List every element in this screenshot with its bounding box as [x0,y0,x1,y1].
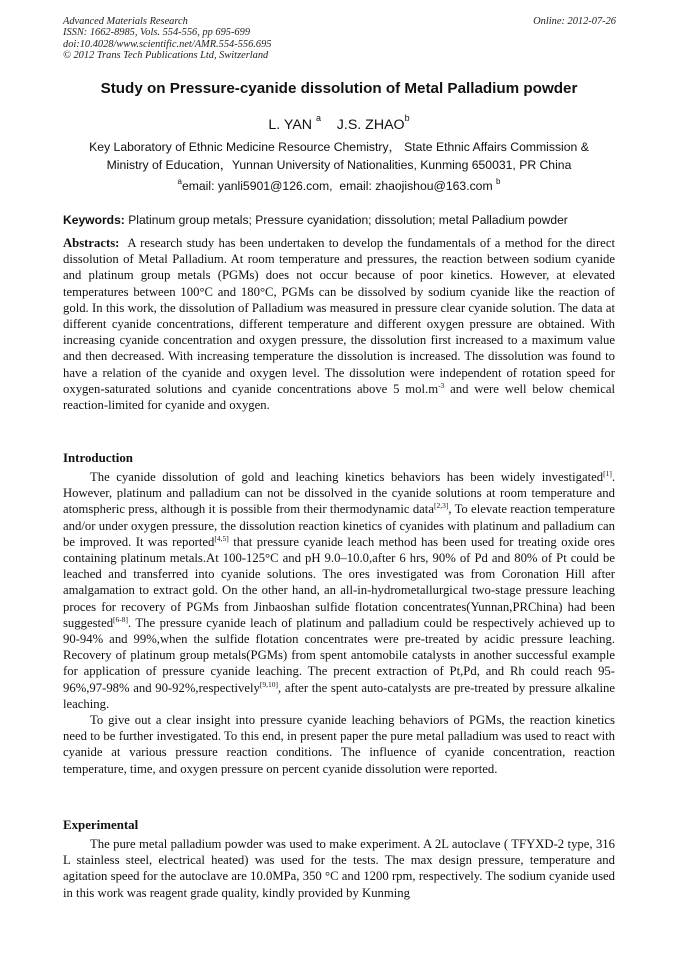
author-name: J.S. ZHAO [336,117,405,133]
journal-header [63,16,618,62]
online-date: Online: 2012-07-26 [533,16,616,27]
journal-name: Advanced Materials Research [63,16,188,27]
introduction-heading: Introduction [63,451,133,465]
abstract-text: and were well below chemical reaction-limited for cyanide and oxygen. [63,381,615,413]
keywords [63,212,618,228]
keywords-label: Keywords: [63,213,125,227]
email-line [63,177,615,193]
author-mark: a [315,113,321,123]
experimental-body [63,836,615,901]
introduction-text: that pressure cyanide leach method has been used for treating oxide ores containing platinum metals.At 100-125°C and pH 9.0–10.0,after 6 hrs, 90% of Pd and 80% of Pt could be leached and transferred into cyanide solutions. The ores investigated was from Coronation Hill after amalgamation to extract gold. On the other hand, an all-in-hydrometallurgical two-stage pressure leaching proces for recovery of PGMs from Jinbaoshan sulfide flotation concentrates(Yunnan,PRChina) had been suggested [63,534,615,630]
abstract-label: Abstracts: [63,236,120,250]
affiliation-line: Ministry of Education，Yunnan University of Nationalities, Kunming 650031, PR China [106,158,572,172]
introduction-body [63,469,615,777]
abstract-text: A research study has been undertaken to develop the fundamentals of a method for the direct dissolution of Metal Palladium. At room temperature and pressures, the reaction between sodium cyanide and platinum group metals (PGMs) does not occur because of poor kinetics. However, at elevated temperatures between 100°C and 180°C, PGMs can be dissolved by sodium cyanide like the reaction of gold. In this work, the dissolution of Palladium was measured in pressure clear cyanide solution. The data at different cyanide concentrations, different temperature and different oxygen pressure are obtained. With increasing cyanide concentration and oxygen pressure, the dissolution first increased to a maximum value and then decreased. With increasing temperature the dissolution is increased. The dissolution was found to have a relation of the cyanide and oxygen level. The dissolution were independent of rotation speed for oxygen-saturated solutions and cyanide concentrations above 5 mol.m [63,236,615,396]
introduction-paragraph: To give out a clear insight into pressure cyanide leaching behaviors of PGMs, the reaction kinetics need to be further investigated. To this end, in present paper the pure metal palladium was used to react with cyanide at various pressure reaction conditions. The influence of cyanide concentration, reaction temperature, time, and oxygen pressure on percent cyanide dissolution were reported. [63,713,615,776]
email-mark: a [177,177,182,186]
abstract [63,235,615,413]
abstract-sup: -3 [438,380,445,390]
introduction-paragraph [63,469,615,712]
introduction-text: , To elevate reaction temperature and/or under oxygen pressure, the dissolution reaction kinetics of cyanides with platinum and palladium can be improved. It was reported [63,502,615,549]
email-b: email: zhaojishou@163.com [339,179,493,193]
copyright-line: © 2012 Trans Tech Publications Ltd, Switzerland [63,50,269,62]
affiliation [63,138,615,174]
email-mark: b [496,177,501,186]
email-a: email: yanli5901@126.com, [181,179,333,193]
citation-ref: [6-8] [113,614,129,624]
experimental-paragraph: The pure metal palladium powder was used to make experiment. A 2L autoclave ( TFYXD-2 type, 316 L stainless steel, electrical heated) was used for the tests. The max design pressure, temperature and agitation speed for the autoclave are 10.0MPa, 350 °C and 1200 rpm, respectively. The sodium cyanide used in this work was reagent grade quality, kindly provided by Kunming [63,837,615,900]
doi-line: doi:10.4028/www.scientific.net/AMR.554-556.695 [63,38,272,50]
citation-ref: [2,3] [433,501,449,511]
paper-title: Study on Pressure-cyanide dissolution of Metal Palladium powder [100,80,578,97]
citation-ref: [9,10] [259,679,279,689]
introduction-text: , after the spent auto-catalysts are pre-treated by pressure alkaline leaching. [63,680,615,711]
keywords-text: Platinum group metals; Pressure cyanidation; dissolution; metal Palladium powder [128,213,568,227]
affiliation-line: Key Laboratory of Ethnic Medicine Resource Chemistry， State Ethnic Affairs Commission & [89,140,589,154]
introduction-text: The cyanide dissolution of gold and leaching kinetics behaviors has been widely investigated [90,470,604,484]
citation-ref: [4,5] [214,533,229,543]
issn-line: ISSN: 1662-8985, Vols. 554-556, pp 695-699 [63,27,251,39]
author-line [63,113,615,133]
introduction-text: . However, platinum and palladium can not be dissolved in the cyanide solutions at room temperature and atomspheric press, although it is possible from their thermodynamic data [63,470,615,517]
introduction-text: . The pressure cyanide leach of platinum and palladium could be respectively achieved up to 90-94% and 99%,when the sulfide flotation concentrates were pre-treated by acidic pressure leaching. Recovery of platinum group metals(PGMs) from spent antomobile catalysts in another successful example for application of pressure cyanide leaching. The precent extraction of Pt,Pd, and Rh could reach 95-96%,97-98% and 90-92%,respectively [63,615,615,695]
experimental-heading: Experimental [63,818,139,832]
author-name: L. YAN [268,117,313,133]
author-mark: b [404,113,410,123]
citation-ref: [1] [603,469,612,478]
